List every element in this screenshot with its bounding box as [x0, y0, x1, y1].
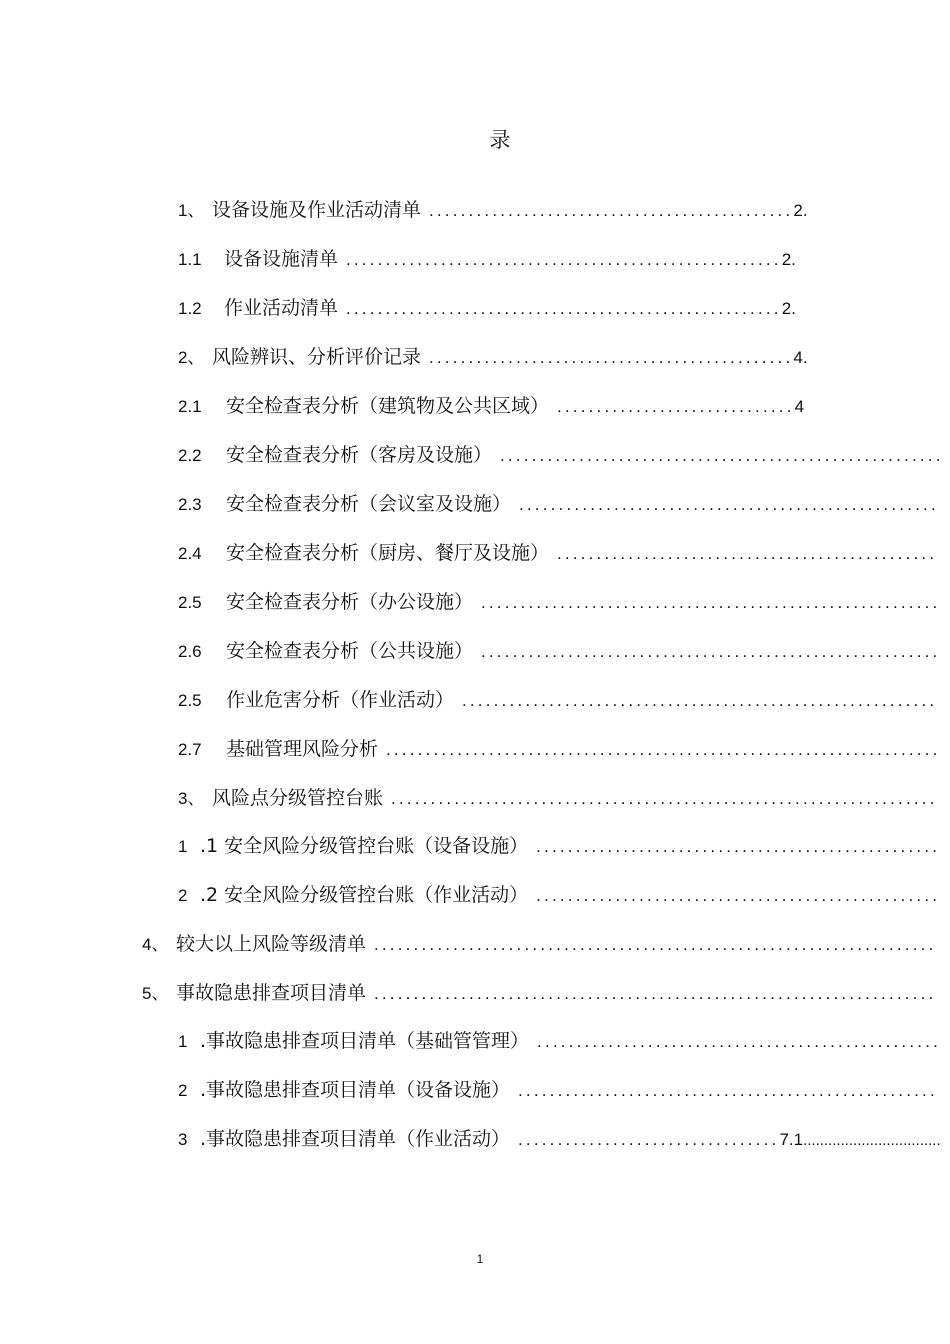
toc-leader-dots: .....................................................................: [383, 789, 938, 808]
toc-entry[interactable]: [142, 979, 936, 1007]
toc-leader-dots: ..............................: [549, 397, 795, 416]
toc-entry-title: 设备设施清单: [224, 248, 339, 270]
toc-entry-number: 2.3: [178, 495, 202, 514]
toc-entry-title: 安全检查表分析（会议室及设施）: [226, 493, 512, 515]
toc-leader-dots: ..........................................................: [473, 593, 941, 612]
toc-entry-number: 3: [178, 1130, 188, 1149]
toc-trailing-dots: .................................: [803, 1132, 941, 1149]
toc-entry-page: 2.: [781, 250, 796, 269]
toc-entry[interactable]: [142, 930, 936, 958]
toc-entry[interactable]: [178, 735, 944, 763]
page-number: 1: [476, 1252, 484, 1266]
toc-entry-page: 2.: [793, 201, 808, 220]
toc-entry-page: 4: [794, 397, 805, 416]
toc-entry[interactable]: [178, 1125, 946, 1153]
toc-entry[interactable]: [178, 343, 814, 371]
toc-entry[interactable]: [178, 196, 814, 224]
toc-leader-dots: ...................................................: [529, 1032, 942, 1051]
toc-leader-dots: ........................................................: [492, 446, 944, 465]
toc-entry[interactable]: [178, 490, 944, 518]
toc-entry-number: 2.2: [178, 446, 202, 465]
toc-leader-dots: ..............................................: [421, 348, 794, 367]
toc-entry[interactable]: [178, 686, 944, 714]
toc-entry-number: 1.1: [178, 250, 202, 269]
toc-entry[interactable]: [178, 1027, 944, 1055]
toc-entry[interactable]: [178, 832, 944, 860]
toc-leader-dots: .......................................................: [338, 250, 782, 269]
toc-entry-title: 安全检查表分析（厨房、餐厅及设施）: [226, 542, 550, 564]
toc-entry[interactable]: [178, 637, 944, 665]
toc-entry-title: .事故隐患排查项目清单（设备设施）: [200, 1079, 511, 1101]
toc-entry-page: 4.: [793, 348, 808, 367]
toc-entry-number: 2.7: [178, 740, 202, 759]
toc-entry-title: 作业危害分析（作业活动）: [226, 689, 455, 711]
toc-entry-title: 安全检查表分析（客房及设施）: [226, 444, 493, 466]
toc-entry-number: 2、: [178, 348, 205, 367]
toc-entry-number: 2: [178, 1081, 188, 1100]
toc-entry-number: 5、: [142, 984, 169, 1003]
toc-leader-dots: .....................................................: [510, 1081, 938, 1100]
toc-entry-title: 作业活动清单: [224, 297, 339, 319]
toc-entry-title: 风险辨识、分析评价记录: [212, 346, 422, 368]
toc-entry-title: .2 安全风险分级管控台账（作业活动）: [200, 884, 529, 906]
toc-entry[interactable]: [178, 539, 944, 567]
toc-entry[interactable]: [178, 881, 944, 909]
toc-entry-title: 风险点分级管控台账: [212, 787, 384, 809]
toc-leader-dots: ............................................................: [454, 691, 938, 710]
toc-entry-title: .事故隐患排查项目清单（基础管管理）: [200, 1030, 530, 1052]
toc-leader-dots: .......................................................: [338, 299, 782, 318]
toc-entry-title: 安全检查表分析（公共设施）: [226, 640, 474, 662]
toc-entry-number: 2.5: [178, 593, 202, 612]
toc-entry-number: 2.4: [178, 544, 202, 563]
toc-leader-dots: .....................................................: [511, 495, 939, 514]
toc-entry-number: 2.6: [178, 642, 202, 661]
toc-entry[interactable]: [178, 245, 802, 273]
toc-entry-number: 1.2: [178, 299, 202, 318]
toc-leader-dots: .......................................................................: [366, 935, 936, 954]
toc-entry-number: 4、: [142, 935, 169, 954]
toc-entry[interactable]: [178, 1076, 944, 1104]
toc-entry-title: 设备设施及作业活动清单: [212, 199, 422, 221]
toc-entry-number: 2.1: [178, 397, 202, 416]
toc-entry[interactable]: [178, 392, 808, 420]
toc-leader-dots: ..............................................: [421, 201, 794, 220]
toc-entry[interactable]: [178, 294, 802, 322]
toc-entry-number: 3、: [178, 789, 205, 808]
toc-leader-dots: ................................................: [549, 544, 938, 563]
toc-entry-title: .事故隐患排查项目清单（作业活动）: [200, 1128, 511, 1150]
toc-leader-dots: ......................................................................: [378, 740, 941, 759]
toc-entry-number: 1、: [178, 201, 205, 220]
toc-leader-dots: ...................................................: [528, 837, 941, 856]
toc-entry-page: 2.: [781, 299, 796, 318]
toc-entry-page: 7.1: [779, 1130, 804, 1149]
toc-entry[interactable]: [178, 441, 944, 469]
toc-entry-title: 安全检查表分析（建筑物及公共区域）: [226, 395, 550, 417]
toc-entry-title: 安全检查表分析（办公设施）: [226, 591, 474, 613]
toc-entry-title: 较大以上风险等级清单: [176, 933, 367, 955]
toc-leader-dots: ..........................................................: [473, 642, 941, 661]
toc-entry-title: .1 安全风险分级管控台账（设备设施）: [200, 835, 529, 857]
page-title: 录: [489, 128, 511, 152]
toc-entry-title: 事故隐患排查项目清单: [176, 982, 367, 1004]
toc-entry-number: 2.5: [178, 691, 202, 710]
toc-entry-title: 基础管理风险分析: [226, 738, 379, 760]
toc-entry[interactable]: [178, 784, 944, 812]
toc-entry[interactable]: [178, 588, 944, 616]
toc-leader-dots: ...................................................: [528, 886, 941, 905]
toc-entry-number: 1: [178, 1032, 188, 1051]
toc-entry-number: 1: [178, 837, 188, 856]
toc-leader-dots: .................................: [510, 1130, 780, 1149]
toc-leader-dots: .......................................................................: [366, 984, 936, 1003]
toc-entry-number: 2: [178, 886, 188, 905]
